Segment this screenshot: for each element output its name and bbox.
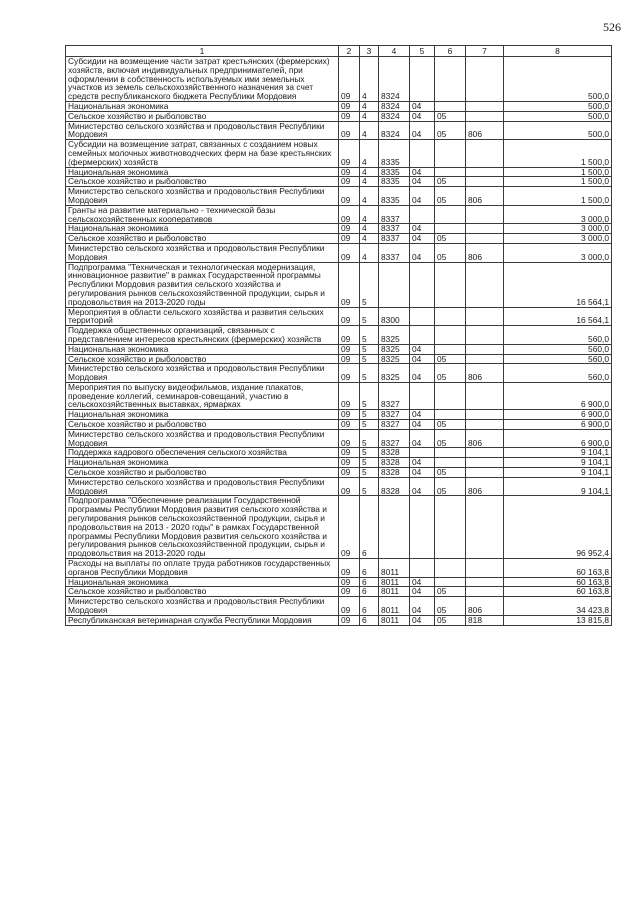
row-description: Национальная экономика — [66, 101, 339, 111]
row-code-2: 09 — [339, 597, 360, 616]
row-code-7 — [466, 559, 504, 578]
row-code-7 — [466, 111, 504, 121]
row-code-2: 09 — [339, 243, 360, 262]
row-code-4: 8335 — [379, 187, 410, 206]
row-code-4: 8327 — [379, 429, 410, 448]
row-code-4: 8324 — [379, 111, 410, 121]
row-code-4: 8335 — [379, 167, 410, 177]
row-code-6 — [435, 262, 466, 307]
row-description: Поддержка общественных организаций, связанных с представлением интересов крестьянских (фермерских) хозяйств — [66, 326, 339, 345]
row-code-6 — [435, 167, 466, 177]
table-row — [66, 57, 612, 102]
row-description: Министерство сельского хозяйства и продовольствия Республики Мордовия — [66, 243, 339, 262]
row-code-6: 05 — [435, 354, 466, 364]
row-description: Поддержка кадрового обеспечения сельского хозяйства — [66, 448, 339, 458]
row-code-5: 04 — [410, 177, 435, 187]
row-code-2: 09 — [339, 468, 360, 478]
row-code-4: 8011 — [379, 587, 410, 597]
row-code-5 — [410, 205, 435, 224]
column-header: 4 — [379, 46, 410, 57]
row-code-6: 05 — [435, 615, 466, 625]
row-code-7 — [466, 205, 504, 224]
row-code-5 — [410, 382, 435, 409]
row-code-3: 5 — [360, 477, 379, 496]
row-description: Министерство сельского хозяйства и продовольствия Республики Мордовия — [66, 597, 339, 616]
row-code-4: 8337 — [379, 234, 410, 244]
row-code-6: 05 — [435, 111, 466, 121]
row-code-2: 09 — [339, 101, 360, 111]
row-code-2: 09 — [339, 448, 360, 458]
column-header: 6 — [435, 46, 466, 57]
row-code-6: 05 — [435, 597, 466, 616]
row-code-7 — [466, 420, 504, 430]
row-code-7 — [466, 307, 504, 326]
row-code-6: 05 — [435, 177, 466, 187]
row-code-6: 05 — [435, 587, 466, 597]
row-code-5: 04 — [410, 121, 435, 140]
row-code-3: 6 — [360, 577, 379, 587]
table-row — [66, 121, 612, 140]
table-row — [66, 205, 612, 224]
row-code-2: 09 — [339, 458, 360, 468]
row-code-5 — [410, 140, 435, 167]
table-row — [66, 326, 612, 345]
row-amount: 1 500,0 — [504, 140, 612, 167]
row-code-3: 5 — [360, 468, 379, 478]
row-code-2: 09 — [339, 140, 360, 167]
row-description: Национальная экономика — [66, 167, 339, 177]
row-description: Мероприятия в области сельского хозяйства и развития сельских территорий — [66, 307, 339, 326]
table-row — [66, 420, 612, 430]
row-code-7: 806 — [466, 243, 504, 262]
row-code-2: 09 — [339, 382, 360, 409]
row-code-4: 8011 — [379, 597, 410, 616]
row-code-6 — [435, 496, 466, 559]
row-code-3: 4 — [360, 111, 379, 121]
row-description: Подпрограмма "Обеспечение реализации Государственной программы Республики Мордовия развития сельского хозяйства и регулирования рынков сельскохозяйственной продукции, сырья и продовольствия на 2013 - 2020 годы" в рамках Государственной программы Республики Мордовия развития сельского хозяйства и регулирования рынков сельскохозяйственной продукции, сырья и продовольствия на 2013-2020 годы — [66, 496, 339, 559]
row-code-5: 04 — [410, 615, 435, 625]
row-code-5: 04 — [410, 420, 435, 430]
row-amount: 1 500,0 — [504, 187, 612, 206]
row-description: Национальная экономика — [66, 410, 339, 420]
row-code-2: 09 — [339, 167, 360, 177]
row-code-5 — [410, 262, 435, 307]
row-code-3: 4 — [360, 187, 379, 206]
row-amount: 9 104,1 — [504, 468, 612, 478]
row-code-5: 04 — [410, 187, 435, 206]
row-amount: 16 564,1 — [504, 307, 612, 326]
row-code-7: 818 — [466, 615, 504, 625]
row-code-3: 6 — [360, 587, 379, 597]
row-code-5: 04 — [410, 364, 435, 383]
row-description: Министерство сельского хозяйства и продовольствия Республики Мордовия — [66, 121, 339, 140]
row-amount: 1 500,0 — [504, 177, 612, 187]
row-amount: 60 163,8 — [504, 587, 612, 597]
row-code-5: 04 — [410, 234, 435, 244]
row-code-5 — [410, 57, 435, 102]
row-code-2: 09 — [339, 354, 360, 364]
row-code-5: 04 — [410, 101, 435, 111]
row-code-7 — [466, 326, 504, 345]
row-description: Расходы на выплаты по оплате труда работников государственных органов Республики Мордовия — [66, 559, 339, 578]
row-code-6: 05 — [435, 468, 466, 478]
row-code-4: 8300 — [379, 307, 410, 326]
row-description: Национальная экономика — [66, 577, 339, 587]
row-code-3: 5 — [360, 448, 379, 458]
table-row — [66, 177, 612, 187]
row-description: Национальная экономика — [66, 224, 339, 234]
row-code-4 — [379, 262, 410, 307]
row-code-6: 05 — [435, 243, 466, 262]
row-description: Республиканская ветеринарная служба Республики Мордовия — [66, 615, 339, 625]
row-description: Министерство сельского хозяйства и продовольствия Республики Мордовия — [66, 429, 339, 448]
row-description: Гранты на развитие материально - технической базы сельскохозяйственных кооперативов — [66, 205, 339, 224]
row-code-6 — [435, 559, 466, 578]
row-code-5: 04 — [410, 224, 435, 234]
column-header: 5 — [410, 46, 435, 57]
row-description: Министерство сельского хозяйства и продовольствия Республики Мордовия — [66, 187, 339, 206]
row-code-2: 09 — [339, 364, 360, 383]
row-code-5 — [410, 326, 435, 345]
row-code-6: 05 — [435, 121, 466, 140]
row-code-4: 8324 — [379, 57, 410, 102]
row-code-3: 4 — [360, 177, 379, 187]
row-code-4: 8328 — [379, 468, 410, 478]
row-code-5: 04 — [410, 468, 435, 478]
row-code-3: 6 — [360, 615, 379, 625]
row-code-2: 09 — [339, 477, 360, 496]
column-header: 8 — [504, 46, 612, 57]
row-code-7 — [466, 234, 504, 244]
row-code-5 — [410, 448, 435, 458]
row-code-4: 8324 — [379, 101, 410, 111]
row-code-4: 8011 — [379, 615, 410, 625]
row-code-3: 5 — [360, 420, 379, 430]
row-code-5: 04 — [410, 111, 435, 121]
row-description: Сельское хозяйство и рыболовство — [66, 587, 339, 597]
row-code-7: 806 — [466, 121, 504, 140]
row-amount: 9 104,1 — [504, 477, 612, 496]
table-row — [66, 477, 612, 496]
row-code-6: 05 — [435, 477, 466, 496]
column-header: 7 — [466, 46, 504, 57]
table-row — [66, 615, 612, 625]
row-code-3: 5 — [360, 354, 379, 364]
table-row — [66, 559, 612, 578]
row-code-6 — [435, 458, 466, 468]
row-amount: 6 900,0 — [504, 410, 612, 420]
row-amount: 60 163,8 — [504, 559, 612, 578]
row-code-2: 09 — [339, 429, 360, 448]
row-code-6 — [435, 448, 466, 458]
row-code-2: 09 — [339, 205, 360, 224]
table-row — [66, 354, 612, 364]
row-code-6 — [435, 344, 466, 354]
row-amount: 3 000,0 — [504, 234, 612, 244]
row-code-3: 5 — [360, 429, 379, 448]
row-code-7: 806 — [466, 364, 504, 383]
row-code-7 — [466, 177, 504, 187]
row-code-6 — [435, 307, 466, 326]
table-row — [66, 382, 612, 409]
row-code-2: 09 — [339, 187, 360, 206]
table-row — [66, 243, 612, 262]
row-description: Мероприятия по выпуску видеофильмов, издание плакатов, проведение коллегий, семинаров-совещаний, участию в сельскохозяйственных выставках, ярмарках — [66, 382, 339, 409]
page-number: 526 — [603, 20, 621, 34]
row-code-4: 8325 — [379, 326, 410, 345]
row-code-2: 09 — [339, 234, 360, 244]
row-description: Сельское хозяйство и рыболовство — [66, 177, 339, 187]
row-code-7 — [466, 140, 504, 167]
row-code-4: 8325 — [379, 364, 410, 383]
row-code-6: 05 — [435, 234, 466, 244]
row-code-4: 8327 — [379, 382, 410, 409]
row-code-5: 04 — [410, 410, 435, 420]
row-code-3: 6 — [360, 597, 379, 616]
table-row — [66, 111, 612, 121]
row-code-4: 8337 — [379, 205, 410, 224]
table-row — [66, 101, 612, 111]
row-code-4: 8324 — [379, 121, 410, 140]
row-code-6 — [435, 140, 466, 167]
table-row — [66, 307, 612, 326]
row-code-2: 09 — [339, 326, 360, 345]
row-code-3: 5 — [360, 364, 379, 383]
row-amount: 500,0 — [504, 111, 612, 121]
row-code-7 — [466, 57, 504, 102]
row-code-5: 04 — [410, 458, 435, 468]
row-code-4: 8337 — [379, 243, 410, 262]
row-code-2: 09 — [339, 410, 360, 420]
row-code-7 — [466, 448, 504, 458]
row-code-6 — [435, 410, 466, 420]
row-code-3: 5 — [360, 410, 379, 420]
table-row — [66, 167, 612, 177]
row-code-5: 04 — [410, 167, 435, 177]
row-code-2: 09 — [339, 344, 360, 354]
row-code-7: 806 — [466, 597, 504, 616]
row-code-3: 5 — [360, 458, 379, 468]
row-amount: 13 815,8 — [504, 615, 612, 625]
row-description: Национальная экономика — [66, 344, 339, 354]
row-description: Подпрограмма "Техническая и технологическая модернизация, инновационное развитие" в рамках Государственной программы Республики Мордовия развития сельского хозяйства и регулирования рынков сельскохозяйственной продукции, сырья и продовольствия на 2013-2020 годы — [66, 262, 339, 307]
column-header: 2 — [339, 46, 360, 57]
row-code-7 — [466, 468, 504, 478]
row-description: Субсидии на возмещение затрат, связанных с созданием новых семейных молочных животноводческих ферм на базе крестьянских (фермерских) хозяйств — [66, 140, 339, 167]
row-code-4: 8337 — [379, 224, 410, 234]
row-code-3: 4 — [360, 140, 379, 167]
row-code-7 — [466, 587, 504, 597]
row-amount: 1 500,0 — [504, 167, 612, 177]
row-description: Сельское хозяйство и рыболовство — [66, 420, 339, 430]
row-code-7 — [466, 224, 504, 234]
table-row — [66, 587, 612, 597]
row-amount: 6 900,0 — [504, 382, 612, 409]
row-code-5: 04 — [410, 587, 435, 597]
row-code-2: 09 — [339, 615, 360, 625]
row-code-5 — [410, 559, 435, 578]
row-code-3: 4 — [360, 121, 379, 140]
row-amount: 500,0 — [504, 57, 612, 102]
row-code-2: 09 — [339, 224, 360, 234]
row-code-6 — [435, 205, 466, 224]
table-row — [66, 429, 612, 448]
row-code-5: 04 — [410, 577, 435, 587]
row-code-4: 8327 — [379, 410, 410, 420]
row-code-2: 09 — [339, 57, 360, 102]
row-code-4: 8325 — [379, 354, 410, 364]
row-code-6: 05 — [435, 187, 466, 206]
row-code-3: 4 — [360, 234, 379, 244]
row-amount: 560,0 — [504, 326, 612, 345]
row-code-5: 04 — [410, 477, 435, 496]
row-code-4: 8011 — [379, 559, 410, 578]
row-code-3: 4 — [360, 101, 379, 111]
table-row — [66, 187, 612, 206]
row-description: Субсидии на возмещение части затрат крестьянских (фермерских) хозяйств, включая индивидуальных предпринимателей, при оформлении в собственность используемых ими земельных участков из земель сельскохозяйственного назначения за счет средств республиканского бюджета Республики Мордовия — [66, 57, 339, 102]
row-code-5: 04 — [410, 597, 435, 616]
row-code-2: 09 — [339, 577, 360, 587]
table-row — [66, 496, 612, 559]
row-amount: 96 952,4 — [504, 496, 612, 559]
row-code-3: 4 — [360, 57, 379, 102]
table-row — [66, 448, 612, 458]
table-row — [66, 458, 612, 468]
row-description: Министерство сельского хозяйства и продовольствия Республики Мордовия — [66, 364, 339, 383]
row-code-2: 09 — [339, 559, 360, 578]
row-code-5 — [410, 496, 435, 559]
row-amount: 9 104,1 — [504, 458, 612, 468]
budget-table — [65, 45, 612, 626]
row-description: Национальная экономика — [66, 458, 339, 468]
row-code-4: 8327 — [379, 420, 410, 430]
row-code-6 — [435, 326, 466, 345]
row-code-7 — [466, 496, 504, 559]
row-code-3: 5 — [360, 344, 379, 354]
table-row — [66, 597, 612, 616]
row-code-7 — [466, 382, 504, 409]
row-code-3: 6 — [360, 559, 379, 578]
row-code-2: 09 — [339, 496, 360, 559]
row-code-5: 04 — [410, 344, 435, 354]
table-row — [66, 364, 612, 383]
row-code-2: 09 — [339, 420, 360, 430]
row-code-4: 8335 — [379, 177, 410, 187]
row-code-7: 806 — [466, 429, 504, 448]
row-description: Сельское хозяйство и рыболовство — [66, 468, 339, 478]
column-header: 3 — [360, 46, 379, 57]
column-header: 1 — [66, 46, 339, 57]
row-code-4: 8011 — [379, 577, 410, 587]
row-code-3: 5 — [360, 307, 379, 326]
row-code-3: 4 — [360, 224, 379, 234]
table-row — [66, 344, 612, 354]
row-amount: 3 000,0 — [504, 243, 612, 262]
row-code-3: 4 — [360, 167, 379, 177]
row-code-7 — [466, 458, 504, 468]
row-code-2: 09 — [339, 121, 360, 140]
row-amount: 3 000,0 — [504, 205, 612, 224]
row-description: Сельское хозяйство и рыболовство — [66, 234, 339, 244]
row-amount: 560,0 — [504, 354, 612, 364]
table-row — [66, 234, 612, 244]
row-code-5: 04 — [410, 429, 435, 448]
table-row — [66, 410, 612, 420]
row-code-7 — [466, 354, 504, 364]
row-code-4: 8335 — [379, 140, 410, 167]
row-code-6: 05 — [435, 420, 466, 430]
row-amount: 560,0 — [504, 344, 612, 354]
row-amount: 500,0 — [504, 121, 612, 140]
row-code-2: 09 — [339, 262, 360, 307]
row-amount: 6 900,0 — [504, 429, 612, 448]
row-code-3: 5 — [360, 382, 379, 409]
row-code-4: 8328 — [379, 458, 410, 468]
row-code-3: 4 — [360, 205, 379, 224]
row-code-7 — [466, 410, 504, 420]
row-code-4 — [379, 496, 410, 559]
row-code-7 — [466, 577, 504, 587]
row-code-2: 09 — [339, 111, 360, 121]
row-code-7 — [466, 101, 504, 111]
row-description: Сельское хозяйство и рыболовство — [66, 111, 339, 121]
row-code-6 — [435, 382, 466, 409]
row-code-4: 8325 — [379, 344, 410, 354]
row-amount: 3 000,0 — [504, 224, 612, 234]
row-code-7 — [466, 262, 504, 307]
table-row — [66, 577, 612, 587]
row-code-4: 8328 — [379, 477, 410, 496]
row-amount: 6 900,0 — [504, 420, 612, 430]
row-code-5: 04 — [410, 354, 435, 364]
row-description: Министерство сельского хозяйства и продовольствия Республики Мордовия — [66, 477, 339, 496]
row-code-5: 04 — [410, 243, 435, 262]
table-row — [66, 468, 612, 478]
table-header-row — [66, 46, 612, 57]
row-amount: 60 163,8 — [504, 577, 612, 587]
table-row — [66, 140, 612, 167]
row-code-3: 5 — [360, 262, 379, 307]
row-code-3: 5 — [360, 326, 379, 345]
row-amount: 16 564,1 — [504, 262, 612, 307]
row-code-5 — [410, 307, 435, 326]
row-code-3: 4 — [360, 243, 379, 262]
row-code-6 — [435, 57, 466, 102]
row-code-7: 806 — [466, 187, 504, 206]
row-code-6 — [435, 101, 466, 111]
row-code-3: 6 — [360, 496, 379, 559]
row-amount: 9 104,1 — [504, 448, 612, 458]
table-row — [66, 224, 612, 234]
row-code-6 — [435, 224, 466, 234]
row-amount: 34 423,8 — [504, 597, 612, 616]
row-code-6 — [435, 577, 466, 587]
row-amount: 500,0 — [504, 101, 612, 111]
row-code-6: 05 — [435, 364, 466, 383]
row-code-2: 09 — [339, 307, 360, 326]
row-code-7 — [466, 167, 504, 177]
row-code-4: 8328 — [379, 448, 410, 458]
row-code-7: 806 — [466, 477, 504, 496]
row-description: Сельское хозяйство и рыболовство — [66, 354, 339, 364]
row-code-2: 09 — [339, 587, 360, 597]
row-amount: 560,0 — [504, 364, 612, 383]
row-code-2: 09 — [339, 177, 360, 187]
table-row — [66, 262, 612, 307]
row-code-6: 05 — [435, 429, 466, 448]
row-code-7 — [466, 344, 504, 354]
